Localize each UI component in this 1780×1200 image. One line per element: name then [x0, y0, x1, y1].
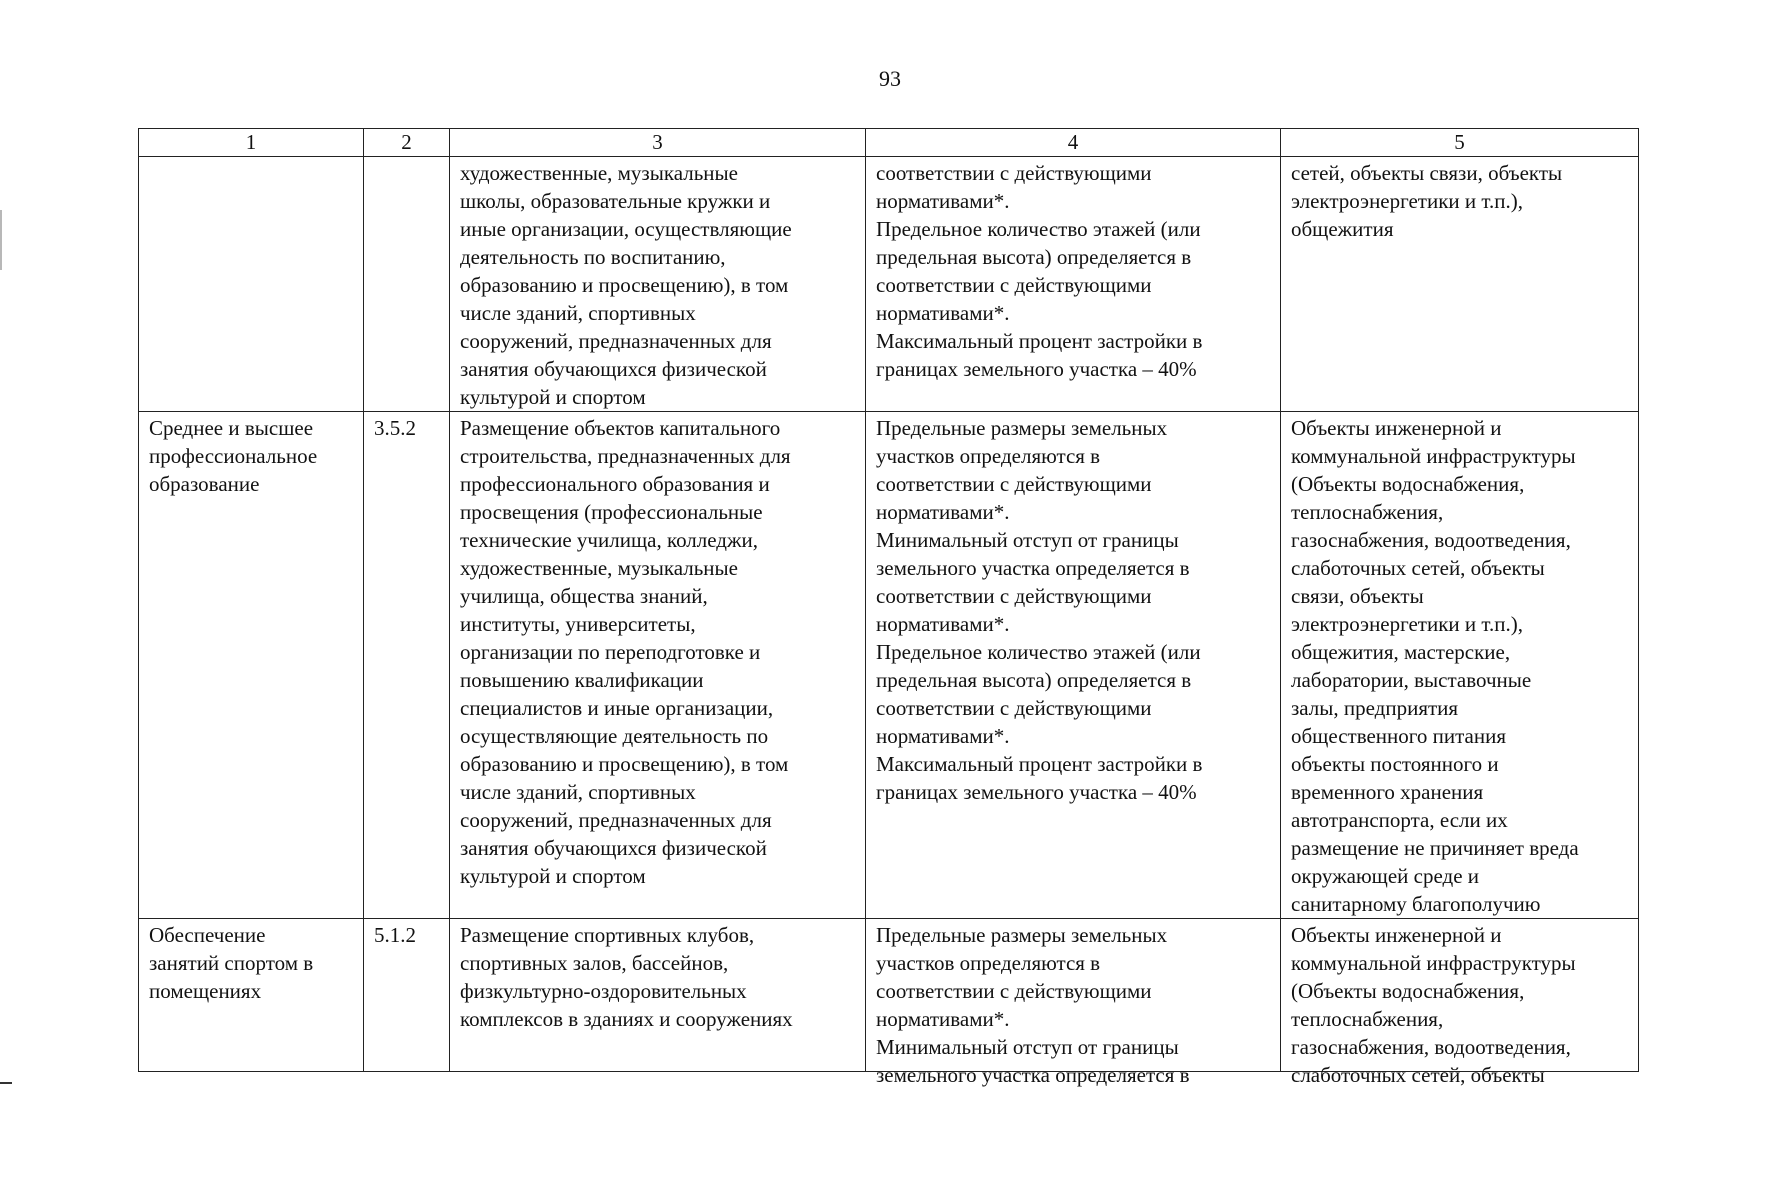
column-header-1: 1: [139, 129, 364, 157]
column-header-5: 5: [1281, 129, 1639, 157]
page-number: 93: [879, 66, 901, 91]
use-code-text: 3.5.2: [374, 416, 416, 440]
scan-margin-mark: [0, 1082, 12, 1084]
use-name-cell: [139, 919, 364, 1072]
auxiliary-uses-text: Объекты инженерной и коммунальной инфраструктуры (Объекты водоснабжения, теплоснабжения, газоснабжения, водоотведения, слаботочных сетей, объекты связи, объекты электроэнергетики и т.п.), общежития, мастерские, лаборатории, выставочные залы, предприятия общественного питания объекты постоянного и временного хранения автотранспорта, если их размещение не причиняет вреда окружающей среде и санитарному благополучию: [1291, 416, 1579, 916]
use-parameters-text: соответствии с действующими нормативами*. Предельное количество этажей (или предельная высота) определяется в соответствии с действующими нормативами*. Максимальный процент застройки в границах земельного участка – 40%: [876, 161, 1203, 381]
use-code-cell: [364, 412, 450, 919]
use-description-text: Размещение объектов капитального строительства, предназначенных для профессионального образования и просвещения (профессиональные технические училища, колледжи, художественные, музыкальные училища, общества знаний, институты, университеты, организации по переподготовке и повышению квалификации специалистов и иные организации, осуществляющие деятельность по образованию и просвещению), в том числе зданий, спортивных сооружений, предназначенных для занятия обучающихся физической культурой и спортом: [460, 416, 791, 888]
use-code-text: 5.1.2: [374, 923, 416, 947]
table-row: [139, 157, 1639, 412]
auxiliary-uses-text: сетей, объекты связи, объекты электроэнергетики и т.п.), общежития: [1291, 161, 1563, 241]
auxiliary-uses-cell: [1281, 412, 1639, 919]
document-table: [138, 128, 1639, 1087]
column-header-2: 2: [364, 129, 450, 157]
use-description-cell: [450, 412, 866, 919]
use-code-cell: [364, 157, 450, 412]
use-code-cell: [364, 919, 450, 1072]
use-description-text: Размещение спортивных клубов, спортивных залов, бассейнов, физкультурно-оздоровительных комплексов в зданиях и сооружениях: [460, 923, 793, 1031]
use-parameters-cell: [866, 919, 1281, 1087]
use-name-cell: [139, 412, 364, 919]
use-name-cell: [139, 157, 364, 412]
use-parameters-cell: [866, 412, 1281, 919]
auxiliary-uses-cell: [1281, 157, 1639, 412]
use-description-cell: [450, 919, 866, 1072]
column-header-3: 3: [450, 129, 866, 157]
use-parameters-text: Предельные размеры земельных участков определяются в соответствии с действующими нормативами*. Минимальный отступ от границы земельного участка определяется в соответствии с действующими нормативами*. Предельное количество этажей (или предельная высота) определяется в соответствии с действующими нормативами*. Максимальный процент застройки в границах земельного участка – 40%: [876, 416, 1203, 804]
use-description-text: художественные, музыкальные школы, образовательные кружки и иные организации, осуществляющие деятельность по воспитанию, образованию и просвещению), в том числе зданий, спортивных сооружений, предназначенных для занятия обучающихся физической культурой и спортом: [460, 161, 792, 409]
column-header-4: 4: [866, 129, 1281, 157]
table-row: [139, 412, 1639, 919]
table-row: [139, 919, 1639, 1072]
use-parameters-text: Предельные размеры земельных участков определяются в соответствии с действующими нормативами*. Минимальный отступ от границы земельного участка определяется в: [876, 923, 1190, 1087]
use-name-text: Обеспечение занятий спортом в помещениях: [149, 923, 314, 1003]
auxiliary-uses-text: Объекты инженерной и коммунальной инфраструктуры (Объекты водоснабжения, теплоснабжения, газоснабжения, водоотведения, слаботочных сетей, объекты: [1291, 923, 1576, 1087]
scan-margin-mark: [0, 210, 2, 270]
use-description-cell: [450, 157, 866, 412]
use-name-text: Среднее и высшее профессиональное образование: [149, 416, 318, 496]
use-parameters-cell: [866, 157, 1281, 412]
auxiliary-uses-cell: [1281, 919, 1639, 1087]
table-header-row: [139, 129, 1639, 157]
